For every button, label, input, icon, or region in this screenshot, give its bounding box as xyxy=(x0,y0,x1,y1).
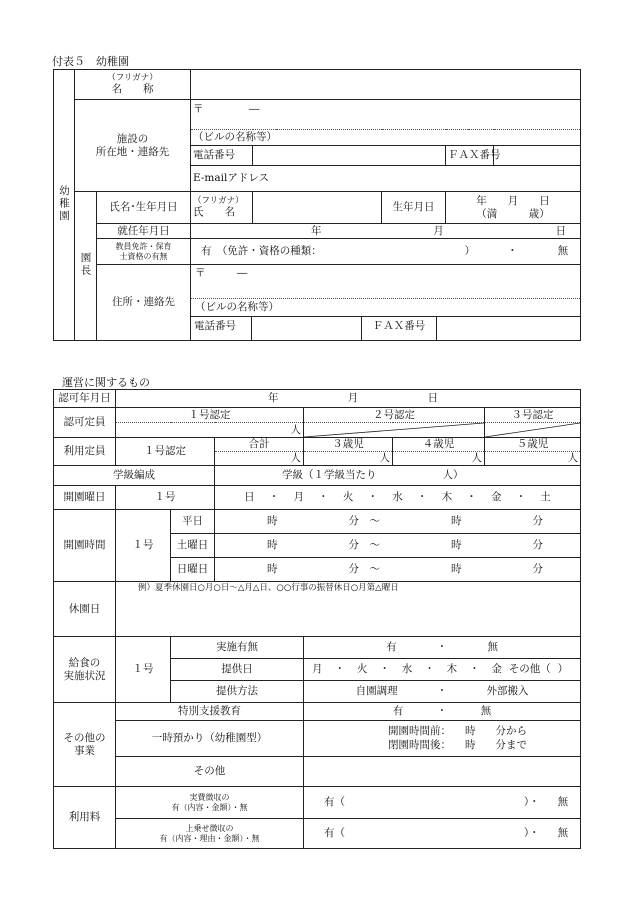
usage-age3-field[interactable]: 人 xyxy=(304,452,393,466)
usage-age4: ４歳児 xyxy=(393,438,485,452)
dir-fax-label: ＦＡＸ番号 xyxy=(362,317,437,340)
meal-no1: １号 xyxy=(116,637,171,703)
dir-dob-field[interactable]: 年 月 日 （満 歳） xyxy=(446,192,581,224)
kg-email-field[interactable]: E-mailアドレス xyxy=(191,166,581,192)
weekday-option[interactable]: 月 xyxy=(293,491,304,504)
extra-fee-field[interactable]: 有（ ）・ 無 xyxy=(304,819,581,849)
hours-label: 開園時間 xyxy=(54,510,116,582)
page-title: 付表５ 幼稚園 xyxy=(52,55,129,68)
dir-postal-field[interactable]: 〒 ― xyxy=(191,265,580,299)
kg-name-label: 名 称 xyxy=(111,83,154,96)
approval-date-field[interactable]: 年 月 日 xyxy=(116,390,581,408)
hours-weekday-field[interactable]: 時 分 ～ 時 分 xyxy=(215,510,581,534)
hours-saturday-label: 土曜日 xyxy=(171,534,215,558)
meal-weekday-separator: ・ xyxy=(379,663,390,676)
dir-start-label: 就任年月日 xyxy=(97,224,191,239)
kindergarten-table xyxy=(53,69,581,341)
usage-cert: １号認定 xyxy=(116,438,215,466)
kg-name-label-cell xyxy=(75,70,191,100)
dir-name-dob-label: 氏名･生年月日 xyxy=(97,192,191,224)
approval-date-label: 認可年月日 xyxy=(54,390,116,408)
temp-care-field[interactable]: 開園時間前： 時 分から 閉園時間後： 時 分まで xyxy=(304,721,581,757)
hours-sunday-field[interactable]: 時 分 ～ 時 分 xyxy=(215,558,581,582)
actual-fee-label: 実費徴収の 有（内容・金額）・無 xyxy=(116,787,304,819)
usage-total-field[interactable]: 人 xyxy=(215,452,304,466)
temp-care-label: 一時預かり（幼稚園型） xyxy=(116,721,304,757)
weekday-option[interactable]: 金 xyxy=(490,491,502,504)
extra-fee-label: 上乗せ徴収の 有（内容・理由・金額）・無 xyxy=(116,819,304,849)
special-support-label: 特別支援教育 xyxy=(116,703,304,721)
weekday-separator: ・ xyxy=(318,491,329,504)
capacity-cert2: ２号認定 xyxy=(304,408,485,423)
capacity-cert3-slash xyxy=(485,423,581,438)
other-business-label: その他 xyxy=(116,757,304,787)
dir-name-field[interactable] xyxy=(253,192,382,224)
dir-name-label-cell: （フリガナ） 氏 名 xyxy=(191,192,253,224)
dir-dob-label: 生年月日 xyxy=(382,192,446,224)
weekday-option[interactable]: 水 xyxy=(392,491,403,504)
special-support-field[interactable]: 有 ・ 無 xyxy=(304,703,581,721)
class-label: 学級編成 xyxy=(54,466,215,486)
weekday-separator: ・ xyxy=(416,491,428,504)
closed-field[interactable] xyxy=(116,582,581,637)
dir-phone-label: 電話番号 xyxy=(191,317,252,340)
kg-name-field[interactable] xyxy=(191,70,581,100)
meal-weekday-option[interactable]: 火 xyxy=(356,663,368,676)
director-side-label: 園長 xyxy=(75,192,97,341)
capacity-cert1-field[interactable]: 人 xyxy=(116,423,304,438)
kg-fax-label: ＦＡＸ番号 xyxy=(446,146,494,166)
dir-address-label: 住所・連絡先 xyxy=(97,265,191,341)
other-business-field[interactable] xyxy=(304,757,581,787)
open-days-no1: １号 xyxy=(116,486,215,510)
usage-label: 利用定員 xyxy=(54,438,116,466)
hours-weekday-label: 平日 xyxy=(171,510,215,534)
kg-furigana: （フリガナ） xyxy=(107,72,158,83)
weekday-option[interactable]: 日 xyxy=(244,491,255,504)
hours-saturday-field[interactable]: 時 分 ～ 時 分 xyxy=(215,534,581,558)
closed-label: 休園日 xyxy=(54,582,116,637)
usage-total: 合計 xyxy=(215,438,304,452)
operation-section-title: 運営に関するもの xyxy=(62,376,150,389)
meal-label: 給食の 実施状況 xyxy=(54,637,116,703)
usage-age5: ５歳児 xyxy=(485,438,581,452)
capacity-cert2-slash xyxy=(304,423,485,438)
weekday-separator: ・ xyxy=(515,491,527,504)
class-field[interactable]: 学級（１学級当たり 人） xyxy=(215,466,581,486)
weekday-separator: ・ xyxy=(268,491,280,504)
open-days-label: 開園曜日 xyxy=(54,486,116,510)
weekday-option[interactable]: 木 xyxy=(441,491,453,504)
kg-fax-field[interactable] xyxy=(494,146,581,166)
dir-phone-field[interactable] xyxy=(252,317,362,340)
weekday-separator: ・ xyxy=(367,491,379,504)
dir-address-block xyxy=(191,265,581,341)
usage-age4-field[interactable]: 人 xyxy=(393,452,485,466)
kindergarten-side-label: 幼稚園 xyxy=(54,70,75,341)
fee-label: 利用料 xyxy=(54,787,116,849)
usage-age3: ３歳児 xyxy=(304,438,393,452)
other-label: その他の 事業 xyxy=(54,703,116,787)
meal-weekday-separator: ・ xyxy=(334,663,345,676)
open-days-field[interactable] xyxy=(215,486,581,510)
kg-building-field[interactable]: （ビルの名称等） xyxy=(191,130,581,146)
kg-postal-field[interactable]: 〒 ― xyxy=(191,100,581,130)
meal-impl-label: 実施有無 xyxy=(171,637,304,659)
dir-fax-field[interactable] xyxy=(437,317,580,340)
capacity-label: 認可定員 xyxy=(54,408,116,438)
dir-license-field[interactable]: 有 （免許・資格の種類： ） ・ 無 xyxy=(191,239,581,265)
kg-facility-label: 施設の 所在地・連絡先 xyxy=(75,100,191,192)
dir-start-field[interactable]: 年 月 日 xyxy=(191,224,581,239)
meal-method-label: 提供方法 xyxy=(171,681,304,703)
meal-weekday-option[interactable]: 月 xyxy=(312,663,323,676)
meal-days-field[interactable]: 月 ・ 火 ・ 水 ・ 木 ・ 金 その他（ ） xyxy=(304,659,581,681)
meal-weekday-separator: ・ xyxy=(424,663,435,676)
meal-impl-field[interactable]: 有 ・ 無 xyxy=(304,637,581,659)
kg-phone-label: 電話番号 xyxy=(191,146,253,166)
weekday-option[interactable]: 火 xyxy=(342,491,354,504)
dir-license-label: 教員免許・保育 士資格の有無 xyxy=(97,239,191,265)
usage-age5-field[interactable]: 人 xyxy=(485,452,581,466)
hours-no1: １号 xyxy=(116,510,171,582)
meal-method-field[interactable]: 自園調理 ・ 外部搬入 xyxy=(304,681,581,703)
meal-weekday-option[interactable]: 金 xyxy=(491,663,502,676)
capacity-cert1: １号認定 xyxy=(116,408,304,423)
closed-example: 例）夏季休園日○月○日～△月△日、○○行事の振替休日○月第△曜日 xyxy=(138,583,399,593)
kg-phone-field[interactable] xyxy=(253,146,446,166)
capacity-cert3: ３号認定 xyxy=(485,408,581,423)
meal-weekday-option[interactable]: 木 xyxy=(446,663,458,676)
meal-weekday-option[interactable]: 水 xyxy=(401,663,413,676)
dir-building-field[interactable]: （ビルの名称等） xyxy=(191,299,580,317)
weekday-option[interactable]: 土 xyxy=(540,491,551,504)
actual-fee-field[interactable]: 有（ ）・ 無 xyxy=(304,787,581,819)
hours-sunday-label: 日曜日 xyxy=(171,558,215,582)
meal-weekday-separator: ・ xyxy=(469,663,480,676)
operation-table xyxy=(53,389,581,849)
meal-days-label: 提供日 xyxy=(171,659,304,681)
weekday-separator: ・ xyxy=(466,491,477,504)
